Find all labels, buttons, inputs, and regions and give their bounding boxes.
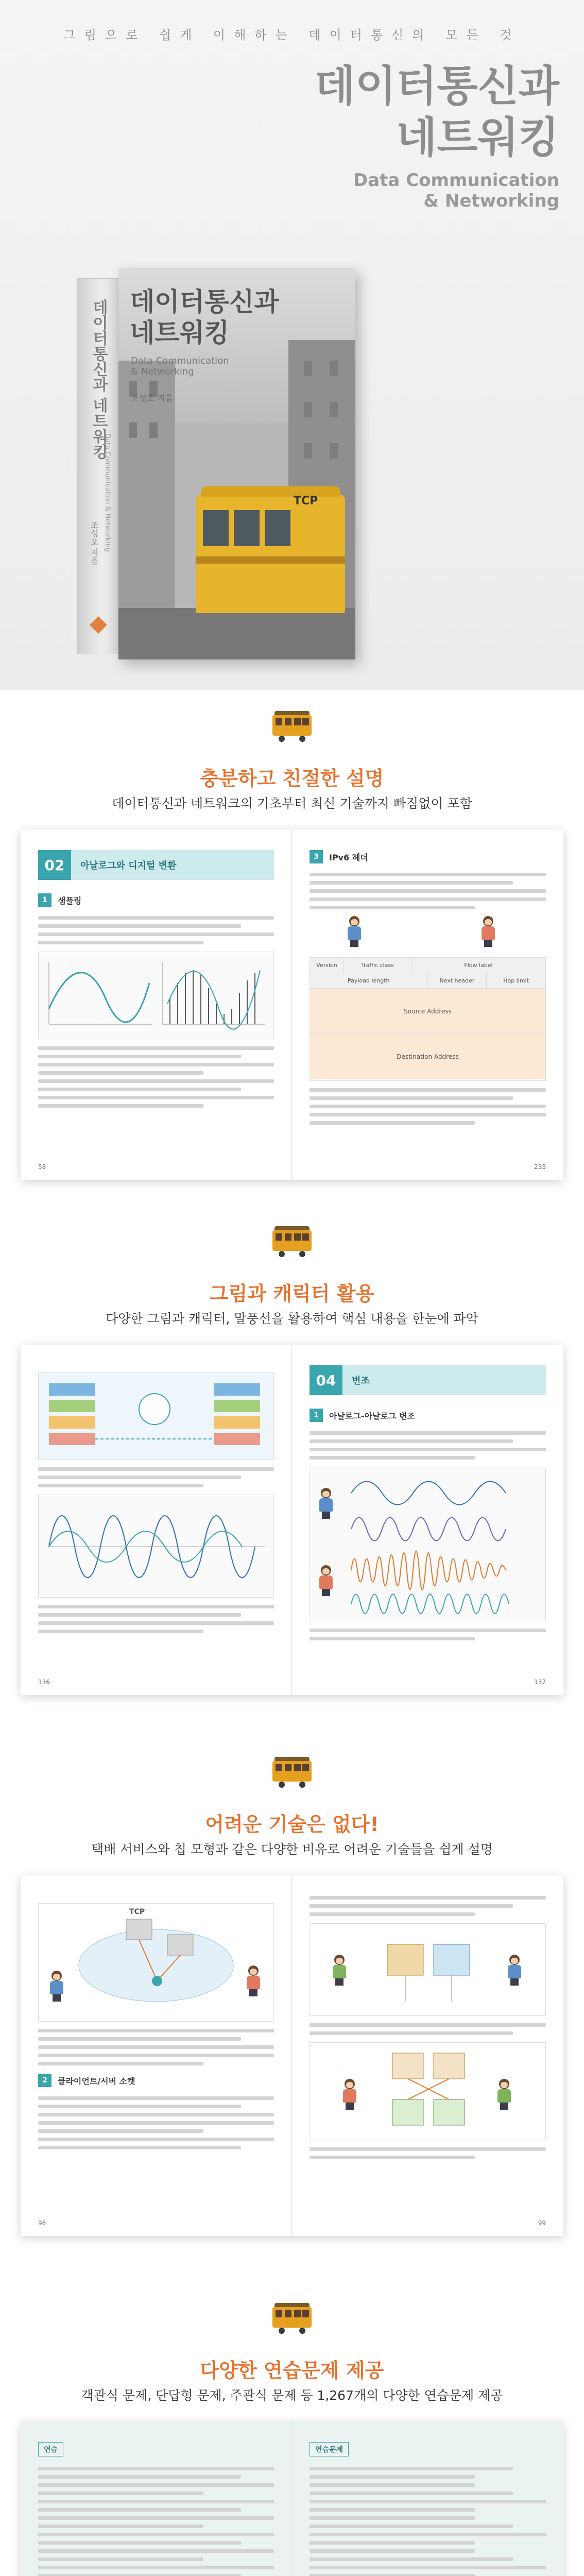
page-number: 58 — [38, 1163, 46, 1171]
page-right — [292, 1875, 563, 2236]
chapter-number: 02 — [38, 850, 71, 880]
section-title: 충분하고 친절한 설명 — [200, 767, 384, 790]
text-line — [310, 1448, 546, 1451]
text-line — [38, 2516, 274, 2520]
text-line — [310, 2557, 513, 2561]
book-spine — [77, 278, 118, 654]
tcp-analogy-figure — [38, 1903, 274, 2022]
tram-window — [234, 510, 260, 546]
exercise-tag: 연습문제 — [310, 2442, 349, 2456]
character-figure — [331, 1955, 348, 1986]
text-line — [310, 1912, 475, 1916]
hero-tagline: 그림으로 쉽게 이해하는 데이터통신의 모든 것 — [63, 28, 521, 42]
text-line — [38, 2483, 274, 2487]
field-flow-label: Flow label — [464, 962, 493, 969]
hero-title — [315, 61, 559, 164]
tram-window — [203, 510, 229, 546]
text-line — [310, 1439, 513, 1443]
text-line — [310, 906, 475, 909]
text-line — [38, 2574, 241, 2576]
text-line — [38, 1055, 241, 1058]
text-line — [38, 1088, 241, 1091]
field-next-header: Next header — [428, 973, 487, 988]
page-number: 136 — [38, 1679, 50, 1686]
text-line — [310, 2524, 513, 2528]
text-line — [310, 897, 546, 901]
text-line — [310, 2508, 475, 2512]
cover-author: 조성호 지음 — [131, 393, 174, 403]
chapter-band — [38, 850, 274, 880]
modulation-figure — [310, 1467, 546, 1621]
feature-section-exercises — [0, 2282, 584, 2576]
section-number: 3 — [310, 850, 323, 863]
text-line — [38, 1476, 241, 1479]
section-heading — [310, 1409, 546, 1422]
section-name: IPv6 헤더 — [329, 852, 368, 862]
window — [304, 443, 312, 459]
wave-figure — [38, 1495, 274, 1598]
window — [149, 422, 158, 438]
feature-section-explanation — [0, 690, 584, 1206]
text-line — [38, 2557, 203, 2561]
text-line — [38, 2138, 274, 2141]
text-line — [310, 889, 546, 893]
window — [330, 443, 338, 459]
text-line — [310, 873, 546, 876]
field-source-address: Source Address — [310, 989, 545, 1034]
text-line — [38, 1046, 274, 1050]
page-number: 98 — [38, 2219, 46, 2227]
section-description: 객관식 문제, 단답형 문제, 주관식 문제 등 1,267개의 다양한 연습문제 제공 — [81, 2388, 503, 2403]
text-line — [310, 1113, 546, 1116]
text-line — [38, 2096, 274, 2100]
sampling-figure — [38, 952, 274, 1039]
chapter-name: 변조 — [352, 1376, 370, 1386]
window — [330, 402, 338, 417]
text-line — [38, 2492, 203, 2495]
hero-subtitle — [353, 170, 559, 211]
text-line — [38, 2508, 241, 2512]
text-line — [38, 2129, 203, 2133]
page-number: 99 — [538, 2219, 546, 2227]
hero-title-line2: 네트워킹 — [396, 113, 559, 162]
text-line — [38, 1063, 274, 1066]
spine-logo-icon — [90, 616, 107, 634]
tram-icon — [272, 1757, 312, 1788]
hero-subtitle-line2: & Networking — [423, 191, 559, 211]
modulation-diagram — [310, 1467, 545, 1622]
text-line — [38, 2467, 274, 2470]
road — [118, 608, 355, 659]
text-line — [310, 2156, 475, 2159]
section-name: 클라이언트/서버 소켓 — [58, 2076, 135, 2086]
text-line — [38, 2566, 274, 2569]
text-line — [38, 1605, 274, 1608]
text-line — [38, 2524, 203, 2528]
tram-photo — [196, 495, 345, 613]
chapter-number: 04 — [310, 1365, 342, 1395]
cover-subtitle — [131, 355, 229, 377]
text-line — [310, 2500, 546, 2503]
layer-diagram — [39, 1373, 274, 1461]
tram-sign: TCP — [294, 495, 318, 507]
text-line — [310, 1629, 546, 1632]
text-line — [310, 2031, 513, 2035]
chapter-band — [310, 1365, 546, 1395]
text-line — [38, 924, 241, 928]
hero-banner — [0, 0, 584, 690]
book-spread — [21, 1875, 563, 2236]
cover-title-line1: 데이터통신과 — [130, 287, 279, 317]
section-title: 다양한 연습문제 제공 — [200, 2359, 384, 2382]
tram-stripe — [196, 556, 345, 564]
section-title: 어려운 기술은 없다! — [205, 1813, 379, 1836]
sampling-wave-diagram — [39, 952, 274, 1040]
text-line — [310, 1105, 546, 1108]
book-spread — [21, 2421, 563, 2576]
tcp-label: TCP — [129, 1908, 145, 1916]
window — [129, 422, 137, 438]
character-figure — [479, 916, 497, 947]
tram-icon — [272, 1226, 312, 1257]
text-line — [310, 2574, 475, 2576]
character-figure — [506, 1955, 523, 1986]
text-line — [310, 2492, 513, 2495]
text-line — [38, 2062, 203, 2065]
text-line — [310, 2023, 546, 2027]
text-line — [38, 1630, 203, 1633]
cover-title — [130, 286, 279, 348]
page-right — [292, 829, 563, 1180]
character-figure — [48, 1971, 65, 2002]
text-line — [310, 881, 513, 885]
text-line — [38, 2533, 274, 2536]
field-hop-limit: Hop limit — [503, 977, 529, 984]
text-line — [310, 2549, 475, 2553]
section-description: 택배 서비스와 칩 모형과 같은 다양한 비유로 어려운 기술들을 쉽게 설명 — [91, 1842, 493, 1857]
hero-title-line1: 데이터통신과 — [314, 62, 559, 111]
text-line — [38, 1613, 241, 1617]
spine-subtitle: Data Communication & Networking — [104, 433, 111, 552]
text-line — [310, 1896, 546, 1900]
text-line — [310, 2147, 546, 2151]
page-number: 137 — [534, 1679, 546, 1686]
window — [330, 361, 338, 376]
cover-title-line2: 네트워킹 — [130, 318, 230, 348]
text-line — [38, 2541, 241, 2545]
text-line — [38, 2549, 274, 2553]
section-heading — [38, 2074, 274, 2087]
text-line — [38, 941, 203, 944]
section-heading — [310, 850, 546, 863]
spine-title: 데이터통신과 네트워킹 — [90, 299, 108, 460]
text-line — [310, 2566, 546, 2569]
text-line — [310, 2533, 546, 2536]
character-figure — [317, 1565, 335, 1596]
text-line — [38, 2054, 274, 2057]
section-title: 그림과 캐릭터 활용 — [209, 1282, 375, 1305]
page-right — [292, 2421, 563, 2576]
text-line — [38, 2500, 274, 2503]
text-line — [310, 1121, 475, 1125]
text-line — [38, 2105, 241, 2108]
wave-diagram — [39, 1495, 274, 1598]
section-number: 1 — [310, 1409, 323, 1422]
feature-section-illustration — [0, 1206, 584, 1736]
text-line — [38, 1079, 274, 1083]
page-left — [21, 2421, 292, 2576]
section-number: 1 — [38, 893, 51, 907]
text-line — [38, 1096, 274, 1099]
field-destination-address: Destination Address — [310, 1034, 545, 1079]
text-line — [38, 1467, 274, 1471]
section-description: 데이터통신과 네트워크의 기초부터 최신 기술까지 빠짐없이 포함 — [112, 796, 472, 811]
window — [304, 361, 312, 376]
cover-subtitle-line1: Data Communication — [131, 355, 229, 366]
text-line — [38, 2029, 274, 2032]
text-line — [38, 933, 274, 936]
page-right — [292, 1345, 563, 1695]
section-name: 아날로그-아날로그 변조 — [329, 1411, 415, 1421]
character-figure — [317, 1488, 335, 1519]
network-layer-figure — [38, 1372, 274, 1460]
field-payload-length: Payload length — [310, 973, 428, 988]
field-traffic-class: Traffic class — [344, 958, 411, 973]
text-line — [310, 2541, 475, 2545]
text-line — [310, 2467, 513, 2470]
text-line — [310, 1637, 475, 1640]
chapter-name: 아날로그와 디지털 변환 — [80, 860, 177, 871]
cover-subtitle-line2: & Networking — [131, 366, 194, 377]
ipv6-header-table — [310, 957, 546, 1081]
text-line — [310, 2516, 475, 2520]
character-figure — [346, 916, 363, 947]
page-number: 235 — [534, 1163, 546, 1171]
tcp-network-diagram — [39, 1904, 274, 2022]
character-row — [310, 914, 546, 950]
tram-roof — [201, 486, 340, 497]
section-heading — [38, 893, 274, 907]
page-left — [21, 1345, 292, 1695]
text-line — [310, 1431, 546, 1435]
spine-author: 조성호 지음 — [89, 521, 99, 565]
text-line — [38, 2045, 274, 2049]
packet-analogy-figure — [310, 2042, 546, 2140]
text-line — [310, 1904, 513, 1908]
tram-icon — [272, 2303, 312, 2334]
hero-subtitle-line1: Data Communication — [353, 170, 559, 191]
text-line — [310, 2475, 475, 2479]
text-line — [310, 1088, 546, 1092]
chip-analogy-figure — [310, 1923, 546, 2016]
section-name: 샘플링 — [58, 895, 82, 906]
exercise-tag: 연습 — [38, 2442, 63, 2456]
book-spread — [21, 1345, 563, 1695]
text-line — [38, 1484, 203, 1487]
window — [304, 402, 312, 417]
field-version: Version — [310, 958, 344, 973]
text-line — [38, 2121, 274, 2125]
character-figure — [341, 2079, 358, 2110]
character-figure — [245, 1965, 262, 1996]
text-line — [38, 2037, 241, 2041]
section-description: 다양한 그림과 캐릭터, 말풍선을 활용하여 핵심 내용을 한눈에 파악 — [106, 1311, 478, 1326]
text-line — [38, 1621, 274, 1625]
character-figure — [495, 2079, 513, 2110]
tram-icon — [272, 711, 312, 742]
page-left — [21, 1875, 292, 2236]
book-spread — [21, 829, 563, 1180]
page-left — [21, 829, 292, 1180]
text-line — [38, 2146, 241, 2149]
text-line — [38, 916, 274, 920]
text-line — [38, 1071, 203, 1075]
book-cover — [118, 268, 355, 659]
text-line — [38, 2475, 241, 2479]
text-line — [310, 2483, 475, 2487]
tram-window — [265, 510, 290, 546]
text-line — [310, 1096, 513, 1100]
section-number: 2 — [38, 2074, 51, 2087]
text-line — [38, 1104, 203, 1108]
book-image — [77, 268, 355, 659]
text-line — [38, 2113, 274, 2116]
text-line — [310, 1456, 475, 1460]
feature-section-analogy — [0, 1736, 584, 2282]
